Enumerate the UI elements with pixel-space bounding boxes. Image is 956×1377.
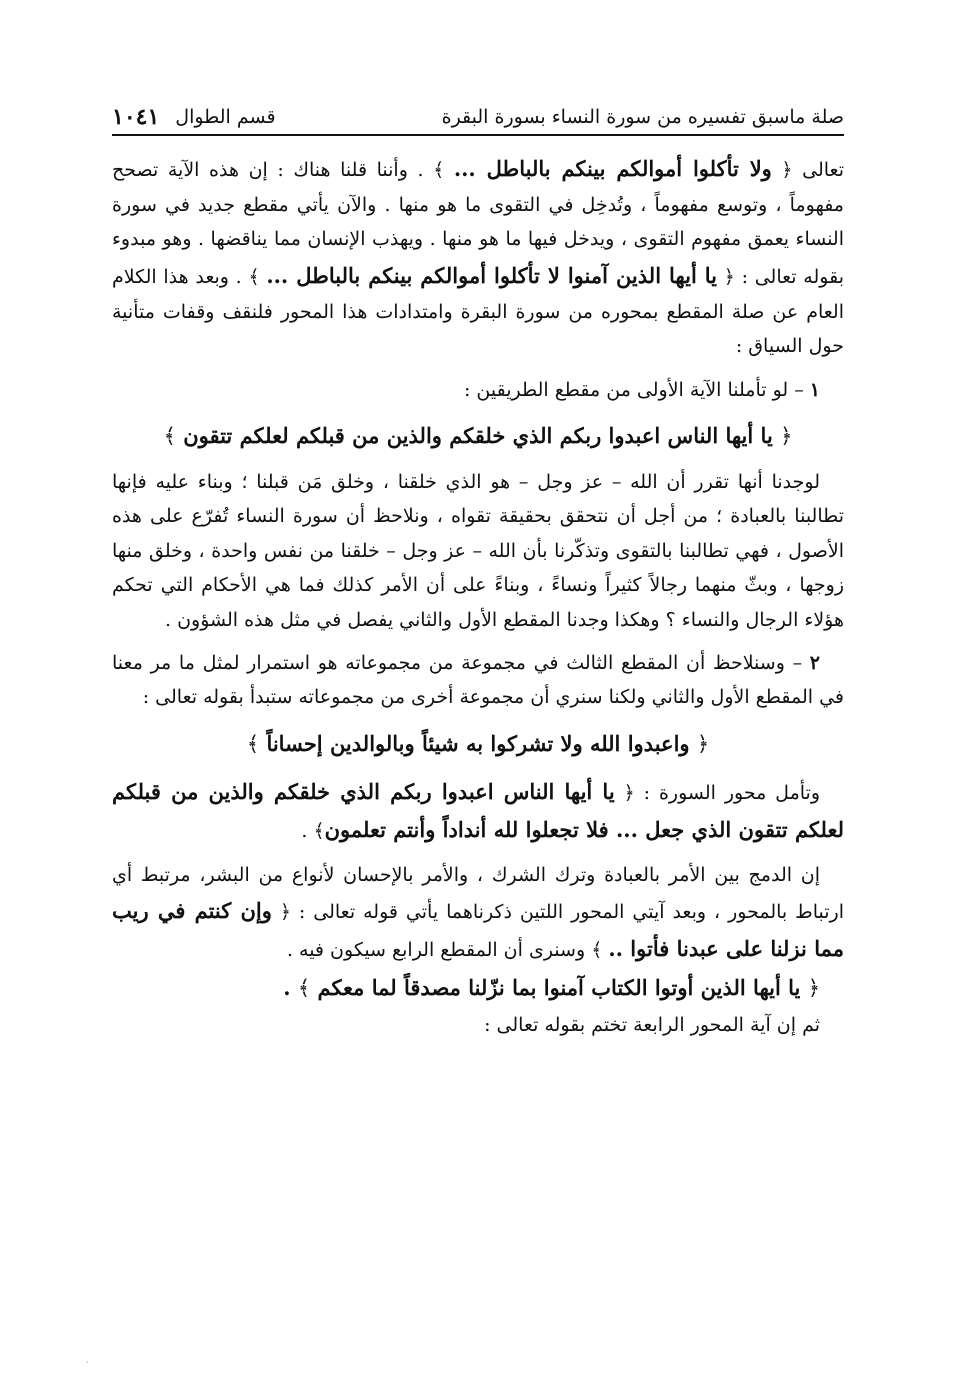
verse-close-ornament: ﴾ [246, 731, 260, 756]
point-number: ٢ [809, 652, 820, 675]
verse-open-ornament: ﴿ [780, 424, 793, 449]
verse-open-ornament: ﴿ [279, 901, 291, 924]
verse-open-ornament: ﴿ [807, 976, 820, 1001]
quran-quote: ولا تأكلوا أموالكم بينكم بالباطل ... [453, 156, 772, 181]
point-1: ١ – لو تأملنا الآية الأولى من مقطع الطريقين : [463, 378, 820, 401]
paragraph-5: ثم إن آية المحور الرابعة تختم بقوله تعالى : [484, 1014, 820, 1037]
verse-open-ornament: ﴿ [781, 159, 793, 181]
verse-close-ornament: ﴾ [248, 265, 260, 288]
verse-open-ornament: ﴿ [623, 781, 635, 804]
verse-close-ornament: ﴾ [297, 976, 311, 1001]
paragraph-2: لوجدنا أنها تقرر أن الله – عز وجل – هو الذي خلقنا ، وخلق مَن قبلنا ؛ وبناء عليه فإنها تطالبنا بالعبادة ؛ من أجل أن نتحقق بحقيقة تقواه ، ونلاحظ أن سورة النساء تُفرّع على هذه الأصول ، فهي تطالبنا بالتقوى وتذكّرنا بأن الله – عز وجل – خلقنا من نفس واحدة ، وخلق منها زوجها ، وبثّ منهما رجالاً كثيراً ونساءً ، وبناءً على أن الأمر كذلك فما هي الأحكام التي تحكم هؤلاء الرجال والنساء ؟ وهكذا وجدنا المقطع الأول والثاني يفصل في مثل هذه الشؤون . [112, 471, 844, 631]
verse-text: يا أيها الذين أوتوا الكتاب آمنوا بما نزّلنا مصدقاً لما معكم [317, 975, 801, 1001]
verse-close-ornament: ﴾ [591, 939, 603, 962]
paragraph-1: تعالى ﴿ ولا تأكلوا أموالكم بينكم بالباطل ... ﴾ . وأننا قلنا هناك : إن هذه الآية تصحح مفهوماً ، وتوسع مفهوماً ، وتُدخِل في التقوى ما هو منها . والآن يأتي مقطع جديد في سورة النساء يعمق مفهوم التقوى ، ويدخل فيها ما هو منها . ويهذب الإنسان مما يناقضها . وهو مبدوء بقوله تعالى : ﴿ يا أيها الذين آمنوا لا تأكلوا أموالكم بينكم بالباطل ... ﴾ . وبعد هذا الكلام العام عن صلة المقطع بمحوره من سورة البقرة وامتدادات هذا المحور فلنقف وقفات متأنية حول السياق : [112, 156, 844, 358]
verse-open-ornament: ﴿ [696, 731, 710, 756]
header-section [112, 102, 276, 132]
verse-close-ornament: ﴾ [433, 159, 445, 181]
quran-quote: وإن كنتم في ريب مما نزلنا على عبدنا فأتوا .. [112, 898, 844, 962]
verse-text: يا أيها الناس اعبدوا ربكم الذي خلقكم والذين من قبلكم لعلكم تتقون [183, 423, 773, 449]
verse-text: واعبدوا الله ولا تشركوا به شيئاً وبالوالدين إحساناً [266, 730, 690, 756]
verse-block-3: ﴿ يا أيها الذين أوتوا الكتاب آمنوا بما نزّلنا مصدقاً لما معكم ﴾ . [283, 975, 820, 1001]
verse-close-ornament: ﴾ [163, 424, 176, 449]
page-number: ١٠٤١ [112, 104, 160, 130]
quran-quote: يا أيها الناس اعبدوا ربكم الذي خلقكم والذين من قبلكم لعلكم تتقون الذي جعل ... فلا تجعلوا لله أنداداً وأنتم تعلمون [112, 778, 844, 842]
verse-block-1 [112, 416, 844, 456]
verse-close-ornament: ﴾ [313, 819, 325, 842]
page-body [112, 150, 844, 1043]
point-2: ٢ – وسنلاحظ أن المقطع الثالث في مجموعة من مجموعاته هو استمرار لمثل ما مر معنا في المقطع الأول والثاني ولكنا سنري أن مجموعة أخرى من مجموعاته ستبدأ بقوله تعالى : [112, 652, 844, 709]
paragraph-3: وتأمل محور السورة : ﴿ يا أيها الناس اعبدوا ربكم الذي خلقكم والذين من قبلكم لعلكم تتقون الذي جعل ... فلا تجعلوا لله أنداداً وأنتم تعلمون﴾ . [112, 778, 844, 842]
header-rule [112, 134, 844, 136]
section-title: قسم الطوال [175, 106, 276, 128]
verse-open-ornament: ﴿ [723, 265, 735, 288]
verse-block-2 [112, 724, 844, 764]
paragraph-4: إن الدمج بين الأمر بالعبادة وترك الشرك ، والأمر بالإحسان لأنواع من البشر، مرتبط أي ارتباط بالمحور ، وبعد آيتي المحور اللتين ذكرناهما يأتي قوله تعالى : ﴿ وإن كنتم في ريب مما نزلنا على عبدنا فأتوا .. ﴾ وسنرى أن المقطع الرابع سيكون فيه . [112, 863, 844, 962]
point-number: ١ [809, 378, 820, 401]
scan-speck: · [86, 1358, 89, 1367]
page-header [112, 88, 844, 132]
quran-quote: يا أيها الذين آمنوا لا تأكلوا أموالكم بينكم بالباطل ... [266, 262, 718, 288]
running-title: صلة ماسبق تفسيره من سورة النساء بسورة البقرة [441, 106, 844, 128]
